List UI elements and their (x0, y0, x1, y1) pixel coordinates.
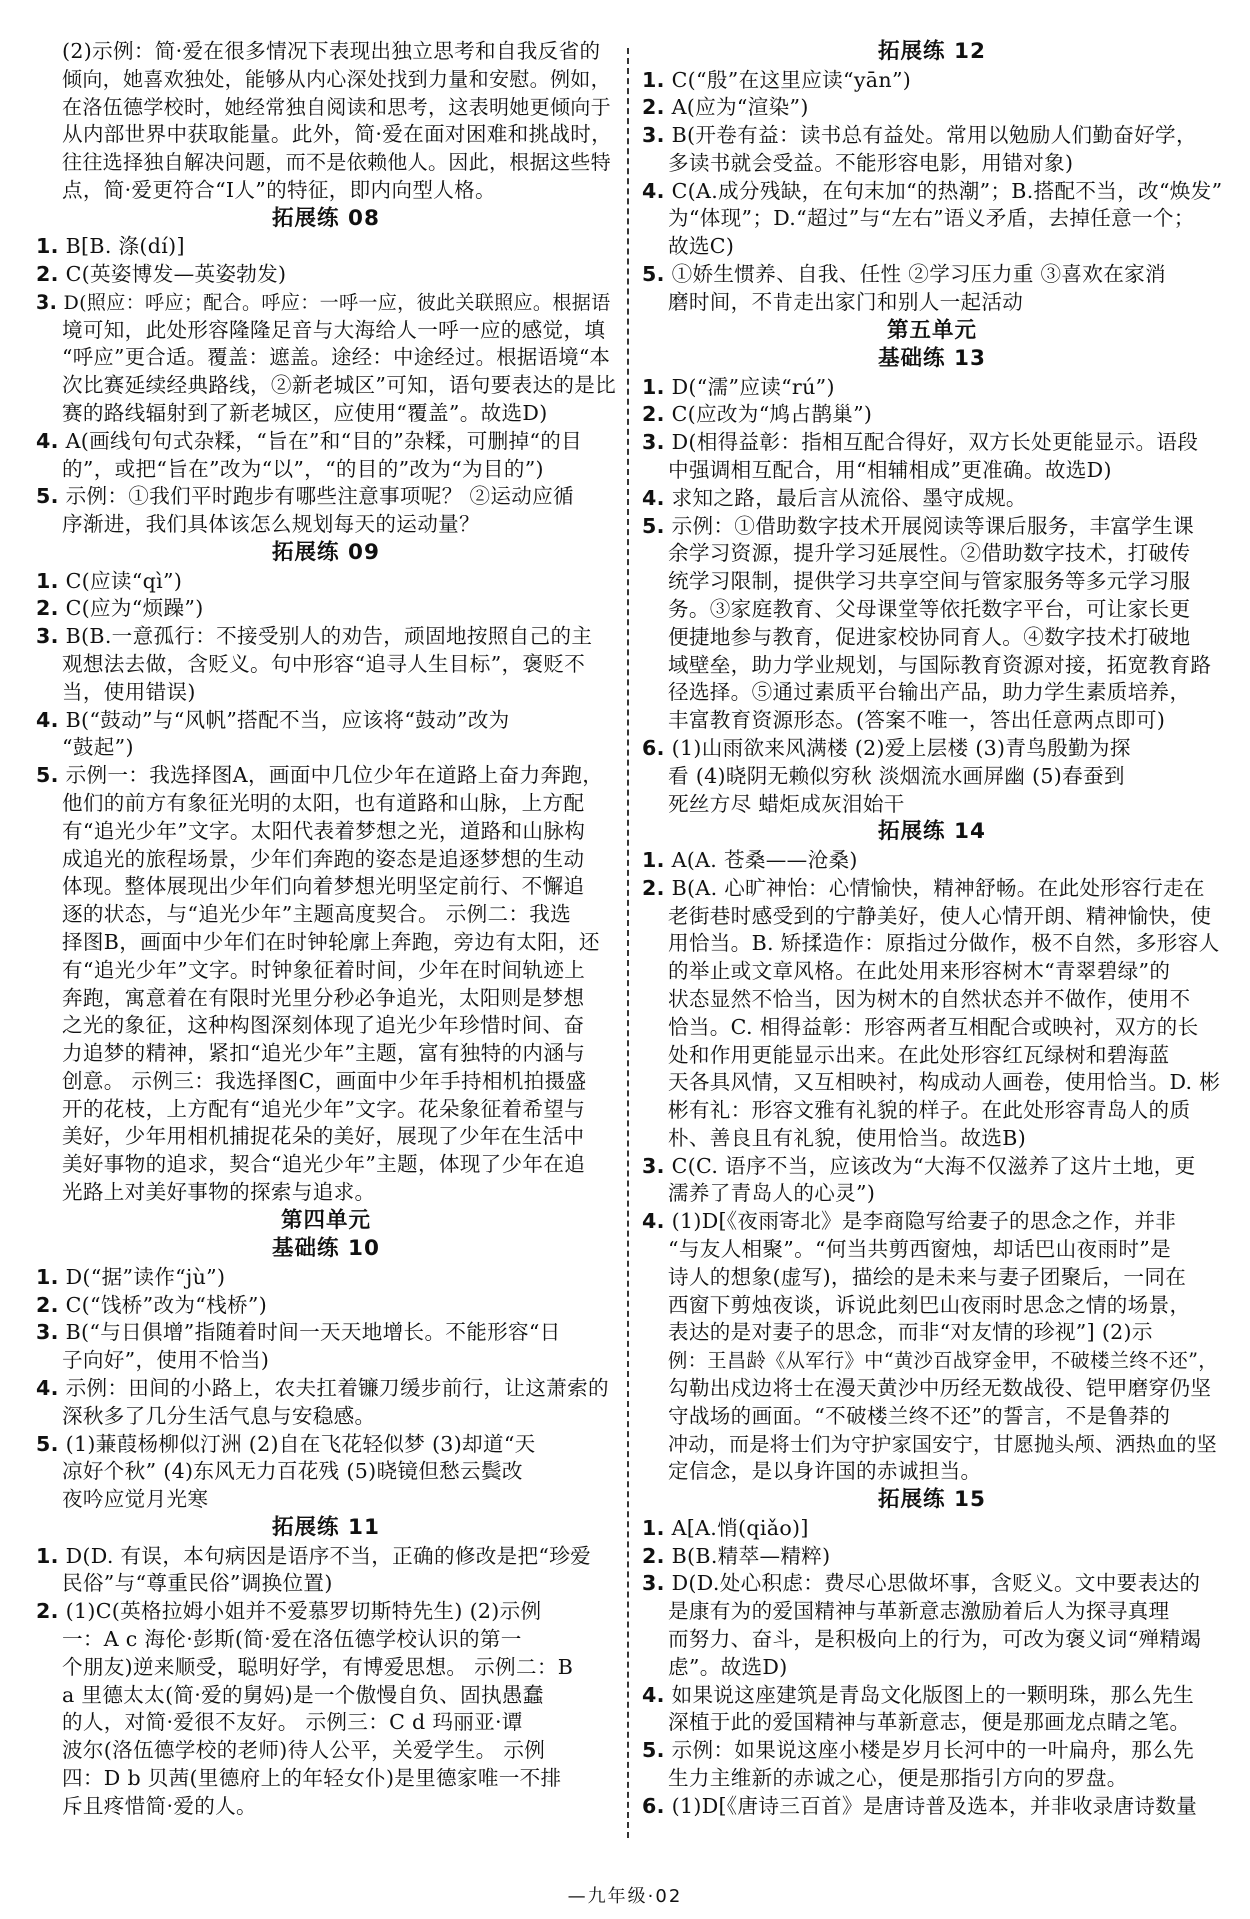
answer-text: 体现。整体展现出少年们向着梦想光明坚定前行、不懈追 (62, 874, 585, 899)
answer-item (36, 483, 616, 511)
section-heading (36, 1207, 616, 1236)
answer-continuation (642, 1626, 1222, 1654)
heading-text: 拓展练 09 (272, 540, 380, 566)
item-number: 1. (642, 374, 665, 399)
answer-continuation (642, 903, 1222, 931)
item-number: 6. (642, 1793, 665, 1818)
item-number: 3. (642, 1153, 665, 1178)
answer-text: D(“濡”应读“rú”) (671, 374, 835, 399)
answer-continuation (642, 1654, 1222, 1682)
answer-item (642, 735, 1222, 763)
answer-continuation (36, 317, 616, 345)
answer-text: (1)C(英格拉姆小姐并不爱慕罗切斯特先生) (2)示例 (65, 1599, 542, 1624)
answer-text: 示例一：我选择图A，画面中几位少年在道路上奋力奔跑， (65, 763, 604, 788)
answer-continuation (642, 568, 1222, 596)
answer-item (642, 1153, 1222, 1181)
answer-text: C(A.成分残缺，在句末加“的热潮”；B.搭配不当，改“焕发” (671, 178, 1223, 203)
answer-text: C(“殷”在这里应读“yān”) (671, 67, 912, 92)
answer-continuation (642, 679, 1222, 707)
answer-continuation (642, 150, 1222, 178)
answer-continuation (36, 679, 616, 707)
answer-continuation (36, 1709, 616, 1737)
answer-text: B[B. 涤(dí)] (65, 234, 185, 259)
item-number: 5. (36, 484, 59, 509)
answer-continuation (642, 1709, 1222, 1737)
answer-text: 择图B，画面中少年们在时钟轮廓上奔跑，旁边有太阳，还 (62, 929, 600, 954)
answer-continuation (36, 177, 616, 205)
answer-continuation (642, 986, 1222, 1014)
answer-item (36, 595, 616, 623)
item-number: 2. (642, 95, 665, 120)
answer-continuation (36, 985, 616, 1013)
item-number: 2. (642, 1543, 665, 1568)
answer-continuation (642, 457, 1222, 485)
answer-text: 倾向，她喜欢独处，能够从内心深处找到力量和安慰。例如， (62, 66, 611, 91)
answer-text: D(相得益彰：指相互配合得好，双方长处更能显示。语段 (671, 430, 1199, 455)
item-number: 3. (642, 430, 665, 455)
answer-continuation (36, 1793, 616, 1821)
item-number: 1. (642, 67, 665, 92)
answer-text: B(开卷有益：读书总有益处。常用以勉励人们勤奋好学， (671, 123, 1197, 148)
answer-text: 之光的象征，这种构图深刻体现了追光少年珍惜时间、奋 (62, 1013, 585, 1038)
answer-text: 生力主维新的赤诚之心，便是那指引方向的罗盘。 (668, 1765, 1128, 1790)
answer-text: D(D. 有误，本句病因是语序不当，正确的修改是把“珍爱 (65, 1543, 592, 1568)
answer-continuation (36, 1626, 616, 1654)
answer-text: 是康有为的爱国精神与革新意志激励着后人为探寻真理 (668, 1599, 1170, 1624)
answer-text: “与友人相聚”。“何当共剪西窗烛，却话巴山夜雨时”是 (668, 1237, 1171, 1262)
item-number: 1. (36, 234, 59, 259)
heading-text: 拓展练 08 (272, 205, 380, 231)
item-number: 1. (36, 1543, 59, 1568)
answer-continuation (642, 1180, 1222, 1208)
answer-item (36, 289, 616, 317)
answer-continuation (36, 1012, 616, 1040)
answer-text: A(画线句句式杂糅，“旨在”和“目的”杂糅，可删掉“的目 (65, 428, 583, 453)
answer-continuation (36, 1458, 616, 1486)
answer-item (642, 401, 1222, 429)
answer-item (642, 513, 1222, 541)
answer-item (642, 1737, 1222, 1765)
left-column (36, 38, 616, 1821)
answer-text: 中强调相互配合，用“相辅相成”更准确。故选D) (668, 458, 1112, 483)
answer-text: 从内部世界中获取能量。此外，简·爱在面对困难和挑战时， (62, 122, 613, 147)
column-divider (627, 48, 629, 1838)
section-heading (36, 539, 616, 568)
heading-text: 拓展练 11 (272, 1515, 380, 1541)
answer-text: 丰富教育资源形态。(答案不唯一，答出任意两点即可) (668, 708, 1166, 733)
section-heading (36, 205, 616, 234)
answer-continuation (36, 456, 616, 484)
answer-continuation (36, 94, 616, 122)
item-number: 4. (642, 485, 665, 510)
answer-continuation (642, 1014, 1222, 1042)
section-heading (642, 345, 1222, 374)
answer-continuation (642, 1125, 1222, 1153)
answer-text: 用恰当。B. 矫揉造作：原指过分做作，极不自然，多形容人 (668, 931, 1220, 956)
answer-text: 凉好个秋” (4)东风无力百花残 (5)晓镜但愁云鬓改 (62, 1459, 523, 1484)
heading-text: 基础练 13 (878, 346, 986, 372)
answer-continuation (36, 149, 616, 177)
answer-text: 示例：田间的小路上，农夫扛着镰刀缓步前行，让这萧索的 (65, 1376, 609, 1401)
answer-continuation (642, 205, 1222, 233)
answer-continuation (36, 957, 616, 985)
answer-text: 成追光的旅程场景，少年们奔跑的姿态是追逐梦想的生动 (62, 846, 585, 871)
answer-text: 示例：①我们平时跑步有哪些注意事项呢？ ②运动应循 (65, 484, 574, 509)
answer-text: 美好，少年用相机捕捉花朵的美好，展现了少年在生活中 (62, 1124, 585, 1149)
item-number: 5. (36, 763, 59, 788)
answer-text: 的”，或把“旨在”改为“以”，“的目的”改为“为目的”) (62, 456, 544, 481)
answer-item (642, 1543, 1222, 1571)
answer-continuation (36, 651, 616, 679)
answer-item (642, 875, 1222, 903)
answer-item (36, 1543, 616, 1571)
answer-item (642, 178, 1222, 206)
answer-item (642, 261, 1222, 289)
answer-continuation (642, 707, 1222, 735)
answer-item (36, 568, 616, 596)
item-number: 5. (642, 1738, 665, 1763)
item-number: 5. (642, 262, 665, 287)
answer-text: D(照应：呼应；配合。呼应：一呼一应，彼此关联照应。根据语 (63, 290, 611, 314)
answer-continuation (642, 624, 1222, 652)
heading-text: 第五单元 (886, 317, 977, 343)
answer-text: 磨时间，不肯走出家门和别人一起活动 (668, 289, 1024, 314)
item-number: 2. (642, 402, 665, 427)
answer-page (22, 38, 1227, 1858)
item-number: 1. (36, 1264, 59, 1289)
answer-item (36, 1375, 616, 1403)
answer-item (642, 122, 1222, 150)
answer-continuation (36, 1040, 616, 1068)
answer-continuation (642, 233, 1222, 261)
answer-item (36, 233, 616, 261)
answer-item (36, 762, 616, 790)
item-number: 2. (36, 1292, 59, 1317)
answer-text: 示例：①借助数字技术开展阅读等课后服务，丰富学生课 (671, 513, 1194, 538)
answer-text: 夜吟应觉月光寒 (62, 1487, 209, 1512)
answer-text: 例：王昌龄《从军行》中“黄沙百战穿金甲，不破楼兰终不还”， (668, 1349, 1218, 1373)
item-number: 1. (642, 847, 665, 872)
answer-text: 状态显然不恰当，因为树木的自然状态并不做作，使用不 (668, 986, 1191, 1011)
answer-text: 死丝方尽 蜡炬成灰泪始干 (668, 791, 905, 816)
answer-text: 力追梦的精神，紧扣“追光少年”主题，富有独特的内涵与 (62, 1041, 586, 1066)
answer-continuation (36, 1403, 616, 1431)
answer-text: 美好事物的追求，契合“追光少年”主题，体现了少年在追 (62, 1152, 586, 1177)
answer-continuation (642, 596, 1222, 624)
answer-text: A(应为“渲染”) (671, 95, 809, 120)
answer-text: 看 (4)晓阴无赖似穷秋 淡烟流水画屏幽 (5)春蚕到 (668, 763, 1125, 788)
answer-item (36, 1319, 616, 1347)
answer-text: 逐的状态，与“追光少年”主题高度契合。 示例二：我选 (62, 902, 572, 927)
answer-continuation (36, 1570, 616, 1598)
answer-text: 深秋多了几分生活气息与安稳感。 (62, 1403, 376, 1428)
answer-text: “鼓起”) (62, 735, 134, 760)
answer-text: D(D.处心积虑：费尽心思做坏事，含贬义。文中要表达的 (671, 1571, 1201, 1596)
answer-continuation (36, 372, 616, 400)
answer-text: 西窗下剪烛夜谈，诉说此刻巴山夜雨时思念之情的场景， (668, 1292, 1191, 1317)
answer-continuation (36, 400, 616, 428)
item-number: 6. (642, 736, 665, 761)
item-number: 1. (642, 1515, 665, 1540)
item-number: 3. (36, 1320, 59, 1345)
answer-continuation (642, 1042, 1222, 1070)
answer-text: 四：D b 贝茜(里德府上的年轻女仆)是里德家唯一不排 (62, 1765, 562, 1790)
answer-text: 观想法去做，含贬义。句中形容“追寻人生目标”，褒贬不 (62, 651, 586, 676)
answer-continuation (642, 1598, 1222, 1626)
heading-text: 拓展练 15 (878, 1487, 986, 1513)
answer-continuation (36, 846, 616, 874)
answer-text: 往往选择独自解决问题，而不是依赖他人。因此，根据这些特 (62, 150, 611, 175)
answer-item (642, 67, 1222, 95)
answer-continuation (642, 540, 1222, 568)
answer-continuation (36, 1765, 616, 1793)
answer-text: ①娇生惯养、自我、任性 ②学习压力重 ③喜欢在家消 (671, 262, 1166, 287)
answer-text: 勾勒出戍边将士在漫天黄沙中历经无数战役、铠甲磨穿仍坚 (668, 1376, 1212, 1401)
section-heading (36, 1514, 616, 1543)
answer-text: 波尔(洛伍德学校的老师)待人公平，关爱学生。 示例 (62, 1738, 546, 1763)
answer-text: (1)D[《唐诗三百首》是唐诗普及选本，并非收录唐诗数量 (671, 1793, 1198, 1818)
answer-continuation (36, 1737, 616, 1765)
answer-text: C(应为“烦躁”) (65, 596, 204, 621)
answer-continuation (642, 791, 1222, 819)
answer-text: 虑”。故选D) (668, 1654, 788, 1679)
answer-item (36, 1264, 616, 1292)
answer-text: C(英姿博发—英姿勃发) (65, 262, 287, 287)
answer-text: 域壁垒，助力学业规划，与国际教育资源对接，拓宽教育路 (668, 652, 1212, 677)
answer-text: 赛的路线辐射到了新老城区，应使用“覆盖”。故选D) (62, 401, 548, 426)
answer-continuation (642, 1292, 1222, 1320)
answer-continuation (36, 121, 616, 149)
answer-text: 表达的是对妻子的思念，而非“对友情的珍视”] (2)示 (668, 1320, 1153, 1345)
answer-text: C(“饯桥”改为“栈桥”) (65, 1292, 268, 1317)
item-number: 5. (36, 1431, 59, 1456)
answer-text: 定信念，是以身许国的赤诚担当。 (668, 1459, 982, 1484)
answer-continuation (642, 1069, 1222, 1097)
item-number: 4. (642, 1682, 665, 1707)
answer-item (36, 1598, 616, 1626)
answer-text: 冲动，而是将士们为守护家国安宁，甘愿抛头颅、洒热血的坚 (668, 1431, 1217, 1456)
heading-text: 拓展练 12 (878, 39, 986, 64)
answer-text: 天各具风情，又互相映衬，构成动人画卷，使用恰当。D. 彬 (668, 1070, 1221, 1095)
answer-continuation (36, 1654, 616, 1682)
section-heading (642, 38, 1222, 67)
answer-item (642, 1682, 1222, 1710)
item-number: 4. (642, 178, 665, 203)
section-heading (36, 1235, 616, 1264)
answer-text: B(B.精萃—精粹) (671, 1543, 831, 1568)
item-number: 2. (642, 875, 665, 900)
answer-continuation (642, 930, 1222, 958)
item-number: 4. (36, 707, 59, 732)
answer-text: 点，简·爱更符合“I人”的特征，即内向型人格。 (62, 177, 496, 202)
answer-item (36, 707, 616, 735)
item-number: 5. (642, 513, 665, 538)
answer-continuation (36, 511, 616, 539)
answer-item (642, 374, 1222, 402)
answer-text: 朴、善良且有礼貌，使用恰当。故选B) (668, 1125, 1027, 1150)
answer-text: 的人，对简·爱很不友好。 示例三：C d 玛丽亚·谭 (62, 1710, 523, 1735)
item-number: 3. (36, 290, 58, 314)
answer-continuation (36, 873, 616, 901)
answer-text: (1)D[《夜雨寄北》是李商隐写给妻子的思念之作，并非 (671, 1209, 1177, 1234)
answer-text: 次比赛延续经典路线，②新老城区”可知，语句要表达的是比 (62, 373, 617, 398)
item-number: 2. (36, 1599, 59, 1624)
answer-item (642, 1515, 1222, 1543)
answer-continuation (36, 344, 616, 372)
answer-text: 便捷地参与教育，促进家校协同育人。④数字技术打破地 (668, 624, 1191, 649)
answer-item (642, 429, 1222, 457)
page-footer: —九年级·02 (567, 1886, 683, 1907)
answer-continuation (642, 1097, 1222, 1125)
answer-text: 而努力、奋斗，是积极向上的行为，可改为褒义词“殚精竭 (668, 1626, 1202, 1651)
answer-item (36, 428, 616, 456)
answer-text: A(A. 苍桑——沧桑) (671, 847, 858, 872)
answer-text: 求知之路，最后言从流俗、墨守成规。 (671, 485, 1027, 510)
answer-text: 民俗”与“尊重民俗”调换位置) (62, 1571, 333, 1596)
answer-text: 他们的前方有象征光明的太阳，也有道路和山脉，上方配 (62, 790, 585, 815)
answer-continuation (642, 1403, 1222, 1431)
answer-text: 统学习限制，提供学习共享空间与管家服务等多元学习服 (668, 569, 1191, 594)
answer-continuation (36, 818, 616, 846)
answer-text: 诗人的想象(虚写)，描绘的是未来与妻子团聚后，一同在 (668, 1264, 1187, 1289)
item-number: 4. (36, 1376, 59, 1401)
right-column (642, 38, 1222, 1821)
answer-text: 有“追光少年”文字。时钟象征着时间，少年在时间轨迹上 (62, 957, 586, 982)
answer-text: (2)示例：简·爱在很多情况下表现出独立思考和自我反省的 (62, 39, 601, 63)
answer-continuation (642, 1765, 1222, 1793)
answer-text: 为“体现”；D.“超过”与“左右”语义矛盾，去掉任意一个； (668, 206, 1195, 231)
answer-text: (1)蒹葭杨柳似汀洲 (2)自在飞花轻似梦 (3)却道“天 (65, 1431, 536, 1456)
answer-text: 务。③家庭教育、父母课堂等依托数字平台，可让家长更 (668, 597, 1191, 622)
answer-continuation (36, 790, 616, 818)
item-number: 3. (642, 123, 665, 148)
answer-text: D(“据”读作“jù”) (65, 1264, 226, 1289)
answer-continuation (642, 1458, 1222, 1486)
heading-text: 拓展练 14 (878, 819, 986, 845)
item-number: 4. (36, 428, 59, 453)
answer-continuation (642, 958, 1222, 986)
item-number: 2. (36, 596, 59, 621)
item-number: 2. (36, 262, 59, 287)
answer-continuation (642, 289, 1222, 317)
answer-text: “呼应”更合适。覆盖：遮盖。途经：中途经过。根据语境“本 (62, 345, 611, 370)
section-heading (642, 1486, 1222, 1515)
answer-continuation (642, 1236, 1222, 1264)
answer-text: 创意。 示例三：我选择图C，画面中少年手持相机拍摄盛 (62, 1068, 587, 1093)
answer-continuation (36, 38, 616, 66)
answer-continuation (36, 1068, 616, 1096)
section-heading (642, 818, 1222, 847)
heading-text: 第四单元 (280, 1207, 371, 1233)
answer-text: 余学习资源，提升学习延展性。②借助数字技术，打破传 (668, 541, 1191, 566)
section-heading (642, 317, 1222, 346)
answer-continuation (642, 1375, 1222, 1403)
answer-continuation (36, 1347, 616, 1375)
answer-continuation (642, 1319, 1222, 1347)
answer-text: 子向好”，使用不恰当) (62, 1348, 270, 1373)
answer-item (36, 1431, 616, 1459)
answer-text: 一：A c 海伦·彭斯(简·爱在洛伍德学校认识的第一 (62, 1626, 522, 1651)
answer-continuation (36, 901, 616, 929)
answer-text: 彬有礼：形容文雅有礼貌的样子。在此处形容青岛人的质 (668, 1098, 1191, 1123)
answer-text: 奔跑，寓意着在有限时光里分秒必争追光，太阳则是梦想 (62, 985, 585, 1010)
answer-continuation (642, 1431, 1222, 1459)
answer-continuation (36, 1179, 616, 1207)
answer-text: B(“鼓动”与“风帆”搭配不当，应该将“鼓动”改为 (65, 707, 510, 732)
item-number: 3. (36, 624, 59, 649)
answer-continuation (36, 1123, 616, 1151)
answer-text: 如果说这座建筑是青岛文化版图上的一颗明珠，那么先生 (671, 1682, 1194, 1707)
answer-text: 处和作用更能显示出来。在此处形容红瓦绿树和碧海蓝 (668, 1042, 1170, 1067)
answer-continuation (36, 1151, 616, 1179)
answer-text: C(应读“qì”) (65, 568, 183, 593)
answer-text: 老街巷时感受到的宁静美好，使人心情开朗、精神愉快，使 (668, 903, 1212, 928)
answer-continuation (642, 652, 1222, 680)
answer-text: C(C. 语序不当，应该改为“大海不仅滋养了这片土地，更 (671, 1153, 1196, 1178)
answer-item (642, 485, 1222, 513)
answer-continuation (36, 734, 616, 762)
answer-text: 个朋友)逆来顺受，聪明好学，有博爱思想。 示例二：B (62, 1654, 574, 1679)
heading-text: 基础练 10 (272, 1236, 380, 1262)
answer-text: 恰当。C. 相得益彰：形容两者互相配合或映衬，双方的长 (668, 1014, 1199, 1039)
answer-text: A[A.悄(qiǎo)] (671, 1515, 809, 1540)
answer-text: 径选择。⑤通过素质平台输出产品，助力学生素质培养， (668, 680, 1191, 705)
answer-continuation (36, 1682, 616, 1710)
answer-text: B(“与日俱增”指随着时间一天天地增长。不能形容“日 (65, 1320, 561, 1345)
answer-text: 濡养了青岛人的心灵”) (668, 1181, 876, 1206)
answer-text: 在洛伍德学校时，她经常独自阅读和思考，这表明她更倾向于 (62, 94, 611, 119)
answer-text: C(应改为“鸠占鹊巢”) (671, 402, 873, 427)
answer-text: 示例：如果说这座小楼是岁月长河中的一叶扁舟，那么先 (671, 1738, 1194, 1763)
answer-text: 光路上对美好事物的探索与追求。 (62, 1180, 376, 1205)
answer-item (642, 1208, 1222, 1236)
answer-item (642, 1570, 1222, 1598)
answer-item (36, 623, 616, 651)
answer-text: 有“追光少年”文字。太阳代表着梦想之光，道路和山脉构 (62, 818, 586, 843)
answer-continuation (36, 1486, 616, 1514)
answer-text: 守战场的画面。“不破楼兰终不还”的誓言，不是鲁莽的 (668, 1403, 1171, 1428)
answer-continuation (642, 1264, 1222, 1292)
answer-continuation (36, 1096, 616, 1124)
answer-item (642, 1793, 1222, 1821)
answer-text: 的举止或文章风格。在此处用来形容树木“青翠碧绿”的 (668, 959, 1171, 984)
item-number: 3. (642, 1571, 665, 1596)
answer-text: 斥且疼惜简·爱的人。 (62, 1793, 257, 1818)
answer-text: B(A. 心旷神怡：心情愉快，精神舒畅。在此处形容行走在 (671, 875, 1205, 900)
answer-continuation (36, 929, 616, 957)
answer-item (642, 94, 1222, 122)
item-number: 4. (642, 1209, 665, 1234)
answer-text: 多读书就会受益。不能形容电影，用错对象) (668, 150, 1074, 175)
answer-item (642, 847, 1222, 875)
answer-text: 序渐进，我们具体该怎么规划每天的运动量？ (62, 512, 480, 537)
answer-continuation (36, 66, 616, 94)
answer-item (36, 1292, 616, 1320)
answer-continuation (642, 763, 1222, 791)
answer-text: 开的花枝，上方配有“追光少年”文字。花朵象征着希望与 (62, 1096, 586, 1121)
answer-continuation (642, 1347, 1222, 1375)
answer-text: (1)山雨欲来风满楼 (2)爱上层楼 (3)青鸟殷勤为探 (671, 736, 1131, 761)
answer-text: 故选C) (668, 234, 735, 259)
item-number: 1. (36, 568, 59, 593)
answer-text: 境可知，此处形容隆隆足音与大海给人一呼一应的感觉，填 (62, 317, 606, 342)
answer-text: B(B.一意孤行：不接受别人的劝告，顽固地按照自己的主 (65, 624, 593, 649)
answer-text: a 里德太太(简·爱的舅妈)是一个傲慢自负、固执愚蠢 (62, 1682, 544, 1707)
answer-item (36, 261, 616, 289)
answer-text: 深植于此的爱国精神与革新意志，便是那画龙点睛之笔。 (668, 1710, 1191, 1735)
answer-text: 当，使用错误) (62, 679, 196, 704)
